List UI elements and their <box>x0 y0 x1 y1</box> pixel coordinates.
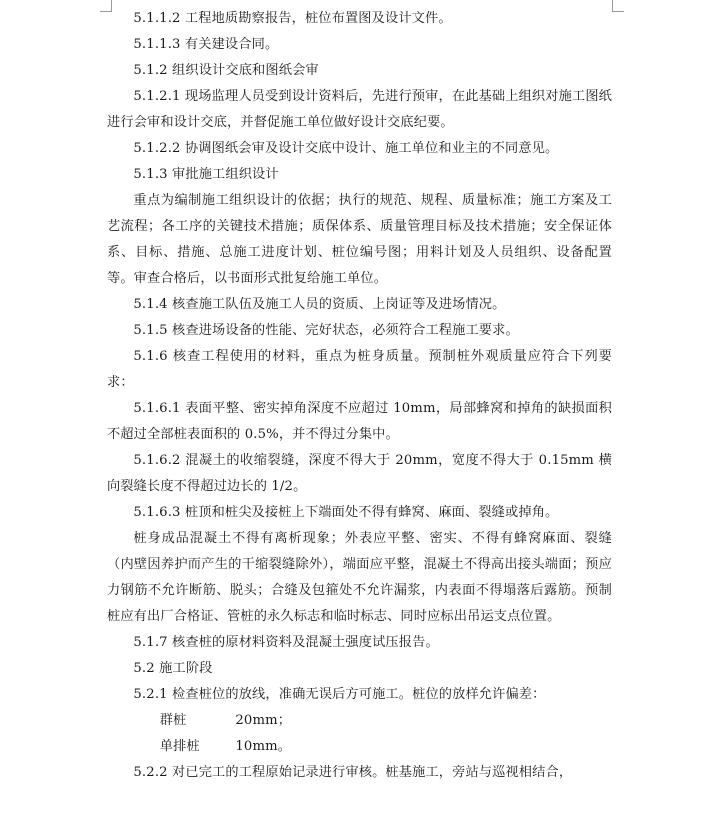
paragraph-pile-body-quality: 桩身成品混凝土不得有离析现象；外表应平整、密实、不得有蜂窝麻面、裂缝（内壁因养护而产生的干缩裂缝除外），端面应平整，混凝土不得高出接头端面；预应力钢筋不允许断筋、脱头；合缝及包箍处不允许漏浆，内表面不得塌落后露筋。预制桩应有出厂合格证、管桩的永久标志和临时标志、同时应标出吊运支点位置。 <box>107 531 612 624</box>
paragraph-5-2-1: 5.2.1 检查桩位的放线，准确无误后方可施工。桩位的放样允许偏差： <box>133 687 546 702</box>
tolerance-name: 群桩 <box>159 713 187 728</box>
margin-corner-mark-right <box>612 0 624 12</box>
paragraph-5-1-7: 5.1.7 核查桩的原材料资料及混凝土强度试压报告。 <box>133 635 439 650</box>
paragraph-5-1-6: 5.1.6 核查工程使用的材料，重点为桩身质量。预制桩外观质量应符合下列要求： <box>107 349 612 390</box>
tolerance-value: 20mm； <box>235 713 292 728</box>
tolerance-value: 10mm。 <box>235 739 292 754</box>
tolerance-row-group-pile <box>107 708 612 734</box>
paragraph-5-1-2-1: 5.1.2.1 现场监理人员受到设计资料后，先进行预审，在此基础上组织对施工图纸进行会审和设计交底，并督促施工单位做好设计交底纪要。 <box>107 89 612 130</box>
heading-5-1-2: 5.1.2 组织设计交底和图纸会审 <box>133 63 319 78</box>
document-body <box>107 6 612 786</box>
paragraph-5-1-4: 5.1.4 核查施工队伍及施工人员的资质、上岗证等及进场情况。 <box>133 297 506 312</box>
paragraph-5-1-1-3: 5.1.1.3 有关建设合同。 <box>133 37 279 52</box>
paragraph-5-1-6-3: 5.1.6.3 桩顶和桩尖及接桩上下端面处不得有蜂窝、麻面、裂缝或掉角。 <box>133 505 559 520</box>
paragraph-5-1-2-2: 5.1.2.2 协调图纸会审及设计交底中设计、施工单位和业主的不同意见。 <box>133 141 559 156</box>
paragraph-5-1-1-2: 5.1.1.2 工程地质勘察报告，桩位布置图及设计文件。 <box>133 11 452 26</box>
heading-5-2: 5.2 施工阶段 <box>133 661 213 676</box>
paragraph-5-1-6-2: 5.1.6.2 混凝土的收缩裂缝，深度不得大于 20mm，宽度不得大于 0.15mm 横向裂缝长度不得超过边长的 1/2。 <box>107 453 612 494</box>
tolerance-row-single-row-pile <box>107 734 612 760</box>
heading-5-1-3: 5.1.3 审批施工组织设计 <box>133 167 279 182</box>
paragraph-5-2-2: 5.2.2 对已完工的工程原始记录进行审核。桩基施工，旁站与巡视相结合， <box>133 765 573 780</box>
paragraph-construction-design-review: 重点为编制施工组织设计的依据；执行的规范、规程、质量标准；施工方案及工艺流程；各工序的关键技术措施；质保体系、质量管理目标及技术措施；安全保证体系、目标、措施、总施工进度计划、桩位编号图；用料计划及人员组织、设备配置等。审查合格后，以书面形式批复给施工单位。 <box>107 193 612 286</box>
paragraph-5-1-6-1: 5.1.6.1 表面平整、密实掉角深度不应超过 10mm，局部蜂窝和掉角的缺损面积不超过全部桩表面积的 0.5%，并不得过分集中。 <box>107 401 612 442</box>
tolerance-name: 单排桩 <box>159 739 200 754</box>
paragraph-5-1-5: 5.1.5 核查进场设备的性能、完好状态，必须符合工程施工要求。 <box>133 323 519 338</box>
